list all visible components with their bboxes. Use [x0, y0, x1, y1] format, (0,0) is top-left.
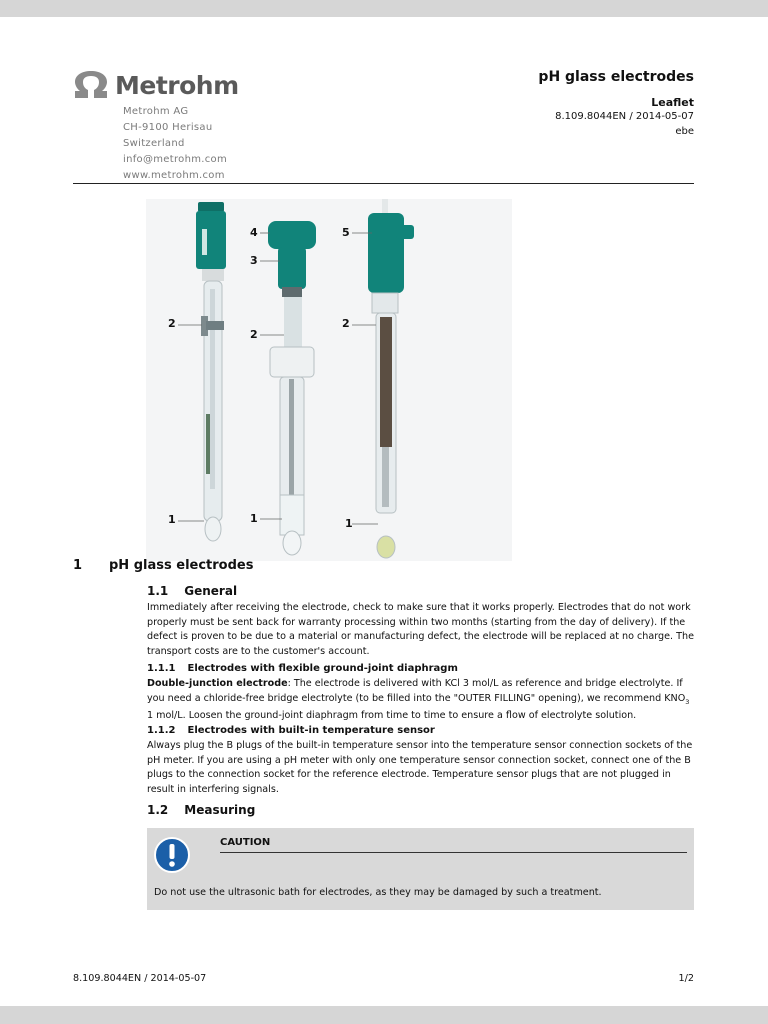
- company-address: [123, 104, 227, 184]
- footer-document-number: 8.109.8044EN / 2014-05-07: [73, 973, 207, 984]
- document-title: pH glass electrodes: [538, 69, 694, 85]
- section-1-2-heading: [147, 803, 255, 817]
- section-number: 1.2: [147, 803, 169, 817]
- section-number: 1.1.2: [147, 725, 176, 736]
- omega-logo-icon: [72, 71, 110, 99]
- callout-label: 2: [342, 317, 350, 330]
- general-paragraph: Immediately after receiving the electrode, check to make sure that it works properly. Electrodes that do not work properly must be sent back for warranty processing within two months (starting from the day of delivery). If the defect is proven to be due to a material or manufacturing defect, the electrode will be replaced at no charge. The transport costs are to the customer's account.: [147, 602, 694, 657]
- electrode-right: [368, 199, 414, 558]
- callout-label: 1: [345, 517, 353, 530]
- section-1-1-2-heading: [147, 725, 435, 736]
- caution-text: Do not use the ultrasonic bath for electrodes, as they may be damaged by such a treatment.: [154, 887, 602, 898]
- callout-label: 5: [342, 226, 350, 239]
- header-divider: [73, 183, 694, 184]
- document-page: [0, 17, 768, 1006]
- temperature-sensor-paragraph: Always plug the B plugs of the built-in temperature sensor into the temperature sensor connection sockets of the pH meter. If you are using a pH meter with only one temperature sensor connection socket, connect one of the B plugs to the connection socket for the reference electrode. Temperature sensor plugs that are not plugged in result in interfering signals.: [147, 740, 693, 795]
- document-number: 8.109.8044EN / 2014-05-07: [555, 111, 694, 122]
- company-name: Metrohm AG: [123, 106, 189, 117]
- caution-box: [147, 828, 694, 910]
- section-1-heading: [73, 558, 254, 573]
- company-city: CH-9100 Herisau: [123, 122, 213, 133]
- company-country: Switzerland: [123, 138, 185, 149]
- electrode-middle: [268, 221, 316, 555]
- section-number: 1: [73, 558, 83, 573]
- callout-label: 2: [250, 328, 258, 341]
- caution-divider: [220, 852, 687, 853]
- electrode-photo: [146, 199, 512, 561]
- section-number: 1.1.1: [147, 663, 176, 674]
- document-type: Leaflet: [651, 96, 694, 109]
- section-1-1-1-heading: [147, 663, 458, 674]
- bold-lead: Double-junction electrode: [147, 678, 288, 689]
- exclamation-circle-icon: [154, 837, 190, 873]
- document-author: ebe: [675, 126, 694, 137]
- subscript: 3: [685, 697, 690, 706]
- section-1-1-heading: [147, 584, 237, 598]
- footer-page-number: 1/2: [678, 973, 694, 984]
- section-title: Measuring: [184, 803, 256, 817]
- callout-label: 2: [168, 317, 176, 330]
- callout-label: 4: [250, 226, 258, 239]
- callout-label: 1: [168, 513, 176, 526]
- logo-wordmark: Metrohm: [115, 70, 239, 100]
- section-title: pH glass electrodes: [109, 558, 254, 573]
- section-title: Electrodes with flexible ground-joint diaphragm: [187, 663, 458, 674]
- section-number: 1.1: [147, 584, 169, 598]
- electrode-left: [196, 202, 226, 541]
- paragraph-text: : The electrode is delivered with KCl 3 mol/L as reference and bridge electrolyte. If you need a chloride-free bridge electrolyte (to be filled into the "OUTER FILLING" opening), we recommend KNO: [147, 678, 686, 704]
- paragraph-text: 1 mol/L. Loosen the ground-joint diaphragm from time to time to ensure a flow of electrolyte solution.: [147, 710, 637, 722]
- callout-label: 1: [250, 512, 258, 525]
- callout-label: 3: [250, 254, 258, 267]
- section-title: Electrodes with built-in temperature sensor: [187, 725, 435, 736]
- metrohm-logo: [72, 68, 239, 102]
- section-title: General: [184, 584, 238, 598]
- document-header-info: [538, 69, 694, 139]
- caution-label: CAUTION: [220, 837, 271, 848]
- electrodes-illustration: [146, 199, 512, 561]
- company-email[interactable]: info@metrohm.com: [123, 154, 227, 165]
- ground-joint-paragraph: [147, 677, 695, 724]
- company-website[interactable]: www.metrohm.com: [123, 170, 225, 181]
